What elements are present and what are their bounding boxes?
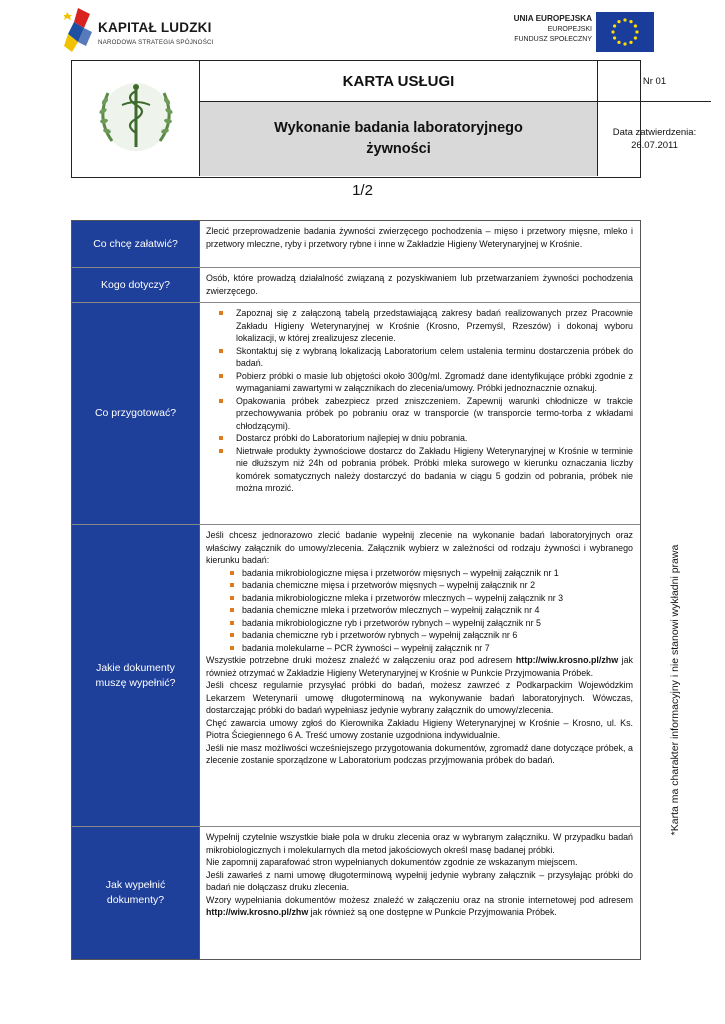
- fill-paragraph-1: Wypełnij czytelnie wszystkie białe pola w druku zlecenia oraz w wybranym załączniku. W przypadku badań mikrobiologicznych i molekularnych dla metod jakościowych określ masę badanej próbki.: [206, 832, 633, 855]
- kapital-ludzki-logo: [64, 6, 214, 54]
- card-number: Nr 01: [598, 61, 711, 102]
- side-note-text: *Karta ma charakter informacyjny i nie stanowi wykładni prawa: [669, 544, 681, 836]
- list-item: Pobierz próbki o masie lub objętości około 300g/ml. Zgromadź dane identyfikujące próbki zgodnie z wymaganiami zawartymi w załącznikach do zlecenia/umowy. Próbki jednoznacznie oznakuj.: [206, 370, 633, 395]
- row-label-prepare: Co przygotować?: [72, 303, 200, 524]
- approval-date: [598, 102, 711, 176]
- row-content-documents: [200, 525, 640, 826]
- table-row: [72, 221, 640, 268]
- fill-paragraph-4: [206, 894, 633, 919]
- row-content-prepare: [200, 303, 640, 524]
- row-label-how-to-fill: Jak wypełnić dokumenty?: [72, 827, 200, 959]
- eu-subtitle-2: FUNDUSZ SPOŁECZNY: [514, 36, 592, 43]
- service-info-table: [71, 220, 641, 960]
- approval-date-label: Data zatwierdzenia:: [612, 127, 697, 138]
- list-item: Opakowania próbek zabezpiecz przed zniszczeniem. Zapewnij warunki chłodnicze w trakcie przechowywania próbek po pobraniu oraz w transporcie (w transporcie termo-torba z wkładami chłodzącymi).: [206, 395, 633, 433]
- zhw-website-link[interactable]: http://wiw.krosno.pl/zhw: [515, 655, 619, 665]
- eu-subtitle-1: EUROPEJSKI: [547, 26, 592, 33]
- table-row: [72, 525, 640, 827]
- table-row: [72, 827, 640, 959]
- documents-fallback-paragraph: Jeśli nie masz możliwości wcześniejszego przygotowania dokumentów, zgromadź dane dotyczące próbek, a zlecenie zostanie sporządzone w Laboratorium podczas przyjmowania próbek do badań.: [206, 742, 633, 765]
- list-item: badania mikrobiologiczne ryb i przetworów rybnych – wypełnij załącznik nr 5: [206, 617, 633, 630]
- who-text: Osób, które prowadzą działalność związaną z pozyskiwaniem lub przetwarzaniem żywności pochodzenia zwierzęcego.: [206, 273, 633, 296]
- documents-forms-text-end: jak również otrzymać w Zakładzie Higieny Weterynaryjnej w Krośnie w Punkcie Przyjmowania Próbek.: [206, 655, 633, 678]
- prepare-list: [206, 307, 633, 495]
- documents-contact-paragraph: Chęć zawarcia umowy zgłoś do Kierownika Zakładu Higieny Weterynaryjnej w Krośnie – Krosno, ul. Ks. Piotra Ściegiennego 6 A. Treść umowy zostanie uzgodniona indywidualnie.: [206, 717, 633, 740]
- list-item: Nietrwałe produkty żywnościowe dostarcz do Zakładu Higieny Weterynaryjnej w Krośnie w terminie nie dłuższym niż 24h od pobrania próbek. Próbki mleka surowego w kierunku oznaczania liczby komórek somatycznych należy dostarczyć do badania w ciągu 5 godzin od pobrania, próbek nie można mrozić.: [206, 445, 633, 495]
- fill-paragraph-4-text: Wzory wypełniania dokumentów możesz znaleźć w załączeniu oraz na stronie internetowej pod adresem: [206, 894, 633, 905]
- attachments-list: [206, 567, 633, 655]
- table-row: [72, 268, 640, 303]
- fill-paragraph-4-text-end: jak również są one dostępne w Punkcie Przyjmowania Próbek.: [308, 907, 557, 917]
- zhw-website-link-2[interactable]: http://wiw.krosno.pl/zhw: [206, 907, 309, 917]
- row-label-documents: Jakie dokumenty muszę wypełnić?: [72, 525, 200, 826]
- fill-paragraph-2: Nie zapomnij zaparafować stron wypełnianych dokumentów zgodnie ze wskazanym miejscem.: [206, 857, 578, 867]
- list-item: badania molekularne – PCR żywności – wypełnij załącznik nr 7: [206, 642, 633, 655]
- eu-efs-logo: [504, 12, 654, 54]
- list-item: Dostarcz próbki do Laboratorium najlepiej w dniu pobrania.: [206, 432, 633, 445]
- row-label-what: Co chcę załatwić?: [72, 221, 200, 267]
- approval-date-value: 26.07.2011: [631, 140, 678, 151]
- table-row: [72, 303, 640, 525]
- row-content-what: [200, 221, 640, 267]
- page-number: 1/2: [352, 182, 373, 199]
- kapital-ludzki-subtitle: NARODOWA STRATEGIA SPÓJNOŚCI: [98, 39, 214, 46]
- list-item: badania chemiczne mleka i przetworów mlecznych – wypełnij załącznik nr 4: [206, 604, 633, 617]
- card-subtitle: Wykonanie badania laboratoryjnego żywności: [200, 102, 598, 176]
- list-item: Skontaktuj się z wybraną lokalizacją Laboratorium celem ustalenia terminu dostarczenia próbek do badań.: [206, 345, 633, 370]
- kapital-ludzki-emblem-icon: [64, 6, 94, 52]
- list-item: badania chemiczne ryb i przetworów rybnych – wypełnij załącznik nr 6: [206, 629, 633, 642]
- service-card-header: [71, 60, 697, 178]
- caduceus-wreath-icon: [72, 61, 200, 176]
- eu-flag-icon: [596, 12, 654, 52]
- documents-forms-text: Wszystkie potrzebne druki możesz znaleźć w załączeniu oraz pod adresem: [206, 655, 516, 665]
- list-item: badania chemiczne mięsa i przetworów mięsnych – wypełnij załącznik nr 2: [206, 579, 633, 592]
- kapital-ludzki-title: KAPITAŁ LUDZKI: [98, 20, 212, 35]
- veterinary-emblem: [72, 61, 200, 176]
- fill-paragraph-3: Jeśli zawarłeś z nami umowę długoterminową wypełnij jedynie wybrany załącznik – przysyłając próbki do badań nie dołączasz druku zlecenia.: [206, 869, 633, 892]
- list-item: Zapoznaj się z załączoną tabelą przedstawiającą zakresy badań realizowanych przez Pracownie Zakładu Higieny Weterynaryjnej w Krośnie (Krosno, Przemyśl, Rzeszów) i dokonaj wyboru lokalizacji, w której zrealizujesz zlecenie.: [206, 307, 633, 345]
- row-label-who: Kogo dotyczy?: [72, 268, 200, 302]
- list-item: badania mikrobiologiczne mleka i przetworów mlecznych – wypełnij załącznik nr 3: [206, 592, 633, 605]
- what-text: Zlecić przeprowadzenie badania żywności zwierzęcego pochodzenia – mięso i przetwory mięsne, mleko i przetwory mleczne, ryby i przetwory rybne i inne w Zakładzie Higieny Weterynaryjnej w Krośnie.: [206, 226, 633, 249]
- row-content-who: [200, 268, 640, 302]
- card-title: KARTA USŁUGI: [200, 61, 598, 102]
- documents-contract-paragraph: Jeśli chcesz regularnie przysyłać próbki do badań, możesz zawrzeć z Podkarpackim Wojewódzkim Lekarzem Weterynarii umowę długoterminową na wykonywanie badań laboratoryjnych. Wówczas, dostarczając próbki do badań wypełniasz jedynie wybrany załącznik do umowy/zlecenia.: [206, 680, 633, 715]
- documents-forms-paragraph: [206, 654, 633, 679]
- row-content-how-to-fill: [200, 827, 640, 959]
- eu-title: UNIA EUROPEJSKA: [513, 14, 592, 23]
- list-item: badania mikrobiologiczne mięsa i przetworów mięsnych – wypełnij załącznik nr 1: [206, 567, 633, 580]
- documents-intro: Jeśli chcesz jednorazowo zlecić badanie wypełnij zlecenie na wykonanie badań laboratoryjnych oraz właściwy załącznik do umowy/zlecenia. Załącznik wybierz w zależności od rodzaju żywności i wybranego kierunku badań:: [206, 530, 633, 565]
